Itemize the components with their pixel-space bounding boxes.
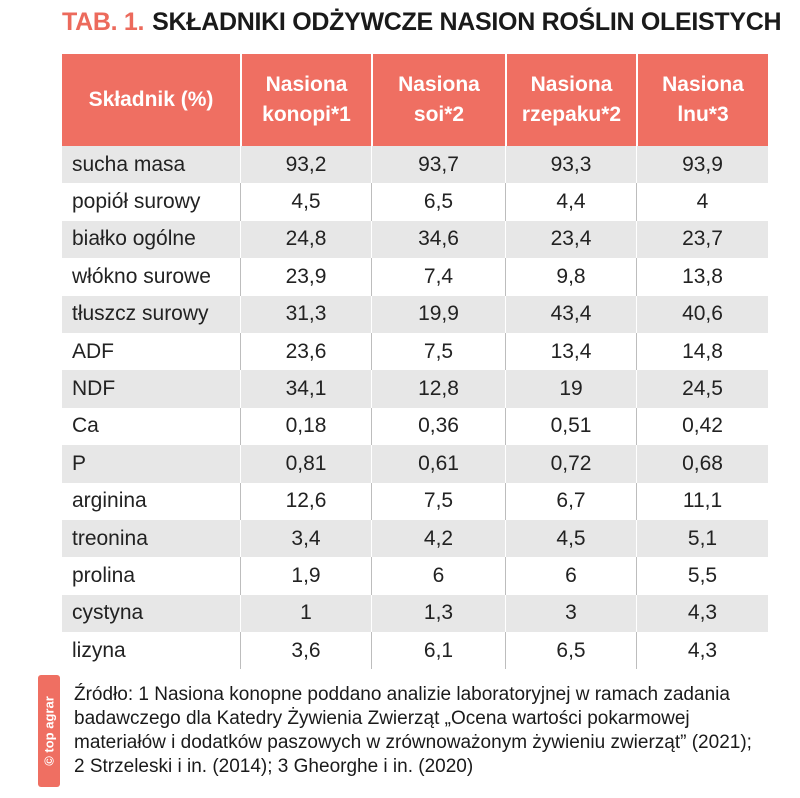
table-row <box>62 333 768 370</box>
row-component-name: P <box>72 451 87 475</box>
row-value: 24,5 <box>636 370 768 407</box>
source-note: Źródło: 1 Nasiona konopne poddano analizie laboratoryjnej w ramach zadania badawczego dla Katedry Żywienia Zwierząt „Ocena wartości pokarmowej materiałów i dodatków paszowych w zrównoważonym żywieniu zwierząt” (2021); 2 Strzeleski i in. (2014); 3 Gheorghe i in. (2020) <box>74 684 752 777</box>
row-value: 93,9 <box>636 146 768 183</box>
row-component-name: ADF <box>72 339 114 363</box>
row-component-name: białko ogólne <box>72 227 196 251</box>
row-component-name: prolina <box>72 563 136 587</box>
row-value: 34,6 <box>371 221 505 258</box>
table-row <box>62 183 768 220</box>
row-component-name: włókno surowe <box>72 264 211 288</box>
table-row <box>62 408 768 445</box>
table-body <box>62 146 768 669</box>
row-value: 19 <box>505 370 636 407</box>
row-value: 4,5 <box>505 520 636 557</box>
nutrient-table <box>62 54 768 669</box>
row-component-name: Ca <box>72 414 99 438</box>
row-value: 6,5 <box>505 632 636 669</box>
table-row <box>62 557 768 594</box>
row-value: 6,5 <box>371 183 505 220</box>
table-title <box>62 8 781 37</box>
header-hemp: Nasiona konopi*1 <box>240 54 371 146</box>
row-value: 12,6 <box>240 483 371 520</box>
table-header <box>62 54 768 146</box>
row-value: 0,36 <box>371 408 505 445</box>
table-row <box>62 483 768 520</box>
row-value: 40,6 <box>636 296 768 333</box>
row-component-name: popiół surowy <box>72 190 201 214</box>
row-value: 5,1 <box>636 520 768 557</box>
table-row <box>62 296 768 333</box>
row-value: 7,5 <box>371 483 505 520</box>
row-value: 4,3 <box>636 632 768 669</box>
row-value: 23,6 <box>240 333 371 370</box>
header-flax: Nasiona lnu*3 <box>636 54 768 146</box>
row-component-name: NDF <box>72 377 116 401</box>
row-component-name: lizyna <box>72 638 126 662</box>
row-value: 0,18 <box>240 408 371 445</box>
row-component-name: treonina <box>72 526 148 550</box>
row-value: 0,68 <box>636 445 768 482</box>
row-value: 93,3 <box>505 146 636 183</box>
row-value: 23,4 <box>505 221 636 258</box>
row-component-name: arginina <box>72 489 147 513</box>
row-component-name: cystyna <box>72 601 144 625</box>
row-value: 0,72 <box>505 445 636 482</box>
row-value: 14,8 <box>636 333 768 370</box>
table-row <box>62 221 768 258</box>
row-value: 13,8 <box>636 258 768 295</box>
row-value: 1,9 <box>240 557 371 594</box>
row-value: 23,7 <box>636 221 768 258</box>
table-row <box>62 370 768 407</box>
row-component-name: sucha masa <box>72 152 186 176</box>
row-value: 6 <box>505 557 636 594</box>
row-value: 4 <box>636 183 768 220</box>
row-value: 12,8 <box>371 370 505 407</box>
row-value: 19,9 <box>371 296 505 333</box>
row-value: 4,3 <box>636 595 768 632</box>
table-number: TAB. 1. <box>62 8 145 36</box>
row-value: 34,1 <box>240 370 371 407</box>
row-value: 93,2 <box>240 146 371 183</box>
table-row <box>62 445 768 482</box>
row-value: 4,4 <box>505 183 636 220</box>
row-value: 6 <box>371 557 505 594</box>
row-value: 3,6 <box>240 632 371 669</box>
brand-badge <box>38 675 60 787</box>
table-row <box>62 520 768 557</box>
table-title-text: SKŁADNIKI ODŻYWCZE NASION ROŚLIN OLEISTYCH <box>152 8 782 36</box>
row-value: 3,4 <box>240 520 371 557</box>
header-component: Składnik (%) <box>88 88 214 111</box>
table-row <box>62 632 768 669</box>
row-value: 0,42 <box>636 408 768 445</box>
brand-logo: © top agrar <box>41 696 57 766</box>
row-value: 13,4 <box>505 333 636 370</box>
row-value: 1 <box>240 595 371 632</box>
row-value: 31,3 <box>240 296 371 333</box>
table-row <box>62 258 768 295</box>
row-value: 7,5 <box>371 333 505 370</box>
row-value: 5,5 <box>636 557 768 594</box>
row-value: 24,8 <box>240 221 371 258</box>
header-soy: Nasiona soi*2 <box>371 54 505 146</box>
row-value: 23,9 <box>240 258 371 295</box>
header-rapeseed: Nasiona rzepaku*2 <box>505 54 636 146</box>
row-value: 9,8 <box>505 258 636 295</box>
row-value: 1,3 <box>371 595 505 632</box>
table-row <box>62 595 768 632</box>
row-value: 6,7 <box>505 483 636 520</box>
table-row <box>62 146 768 183</box>
row-value: 43,4 <box>505 296 636 333</box>
row-value: 4,2 <box>371 520 505 557</box>
row-value: 7,4 <box>371 258 505 295</box>
row-value: 3 <box>505 595 636 632</box>
row-value: 0,51 <box>505 408 636 445</box>
row-value: 4,5 <box>240 183 371 220</box>
row-value: 11,1 <box>636 483 768 520</box>
row-value: 93,7 <box>371 146 505 183</box>
row-value: 0,81 <box>240 445 371 482</box>
row-value: 6,1 <box>371 632 505 669</box>
row-value: 0,61 <box>371 445 505 482</box>
row-component-name: tłuszcz surowy <box>72 302 209 326</box>
